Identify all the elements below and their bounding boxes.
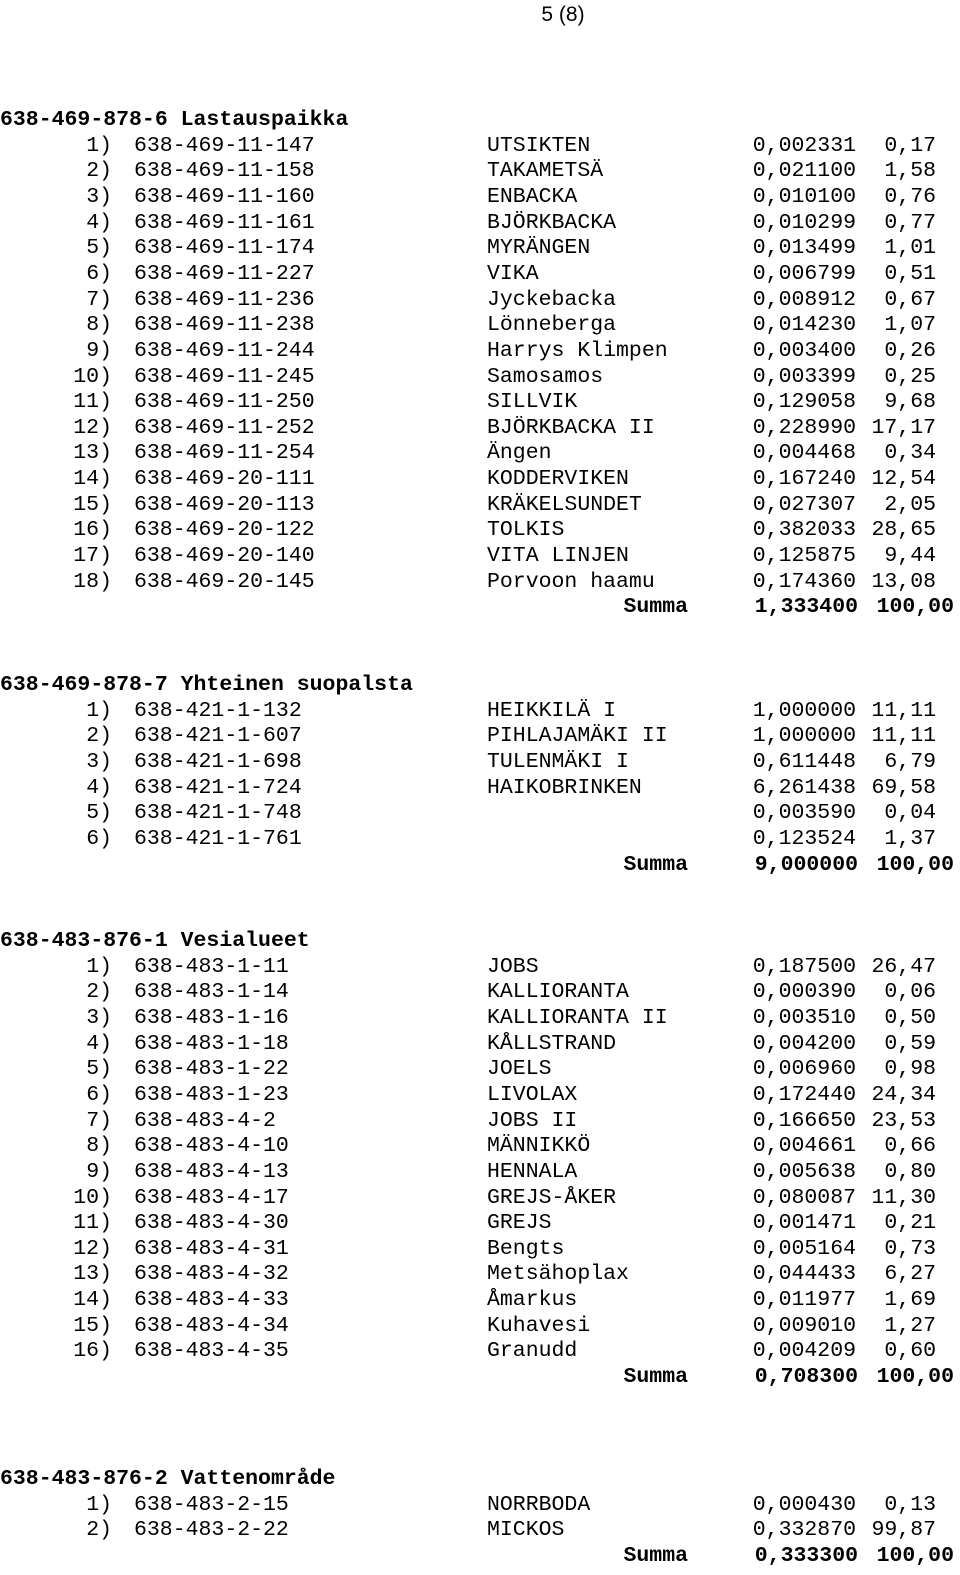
property-id: 638-421-1-132 <box>134 698 302 723</box>
share-percent: 0,50 <box>884 1005 936 1030</box>
property-name: GREJS <box>487 1211 552 1236</box>
share-percent: 0,80 <box>884 1159 936 1184</box>
property-id: 638-469-11-161 <box>134 210 315 235</box>
section-title: 638-469-878-7 Yhteinen suopalsta <box>0 673 413 697</box>
share-percent: 0,73 <box>884 1236 936 1261</box>
row-index: 2) <box>86 724 112 749</box>
property-id: 638-469-20-111 <box>134 467 315 492</box>
property-id: 638-421-1-761 <box>134 826 302 851</box>
property-id: 638-483-4-31 <box>134 1236 289 1261</box>
share-percent: 1,69 <box>884 1288 936 1313</box>
sum-percent: 100,00 <box>876 1543 954 1568</box>
sum-percent: 100,00 <box>876 595 954 620</box>
share-percent: 11,11 <box>871 698 936 723</box>
section-title: 638-469-878-6 Lastauspaikka <box>0 108 349 132</box>
property-name: KRÄKELSUNDET <box>487 492 642 517</box>
table-row <box>0 1160 960 1186</box>
row-index: 7) <box>86 1108 112 1133</box>
table-row <box>0 236 960 262</box>
share-value: 0,003399 <box>752 364 856 389</box>
row-index: 5) <box>86 801 112 826</box>
property-id: 638-469-11-227 <box>134 261 315 286</box>
share-percent: 0,13 <box>884 1492 936 1517</box>
table-row <box>0 1032 960 1058</box>
table-row <box>0 724 960 750</box>
property-id: 638-469-11-244 <box>134 338 315 363</box>
share-value: 0,004200 <box>752 1031 856 1056</box>
property-name: KODDERVIKEN <box>487 467 629 492</box>
property-name: Bengts <box>487 1236 565 1261</box>
row-index: 14) <box>73 1288 112 1313</box>
table-row <box>0 1057 960 1083</box>
share-value: 0,001471 <box>752 1211 856 1236</box>
property-id: 638-469-11-174 <box>134 236 315 261</box>
table-row <box>0 955 960 981</box>
property-name: MÄNNIKKÖ <box>487 1134 591 1159</box>
share-value: 0,003590 <box>752 801 856 826</box>
row-index: 12) <box>73 415 112 440</box>
share-value: 0,006960 <box>752 1057 856 1082</box>
property-id: 638-469-11-147 <box>134 133 315 158</box>
row-index: 10) <box>73 1185 112 1210</box>
table-row <box>0 1518 960 1544</box>
property-name: UTSIKTEN <box>487 133 591 158</box>
property-id: 638-483-4-17 <box>134 1185 289 1210</box>
share-value: 0,123524 <box>752 826 856 851</box>
share-percent: 17,17 <box>871 415 936 440</box>
share-percent: 0,17 <box>884 133 936 158</box>
share-percent: 0,60 <box>884 1339 936 1364</box>
row-index: 7) <box>86 287 112 312</box>
table-row <box>0 699 960 725</box>
property-id: 638-469-11-250 <box>134 390 315 415</box>
row-index: 2) <box>86 1518 112 1543</box>
share-percent: 69,58 <box>871 775 936 800</box>
share-percent: 9,68 <box>884 390 936 415</box>
share-percent: 1,07 <box>884 313 936 338</box>
property-name: MICKOS <box>487 1518 565 1543</box>
property-id: 638-469-11-160 <box>134 184 315 209</box>
share-percent: 0,76 <box>884 184 936 209</box>
share-value: 0,003400 <box>752 338 856 363</box>
table-row <box>0 185 960 211</box>
property-id: 638-483-1-18 <box>134 1031 289 1056</box>
share-percent: 0,04 <box>884 801 936 826</box>
row-index: 10) <box>73 364 112 389</box>
property-name: Harrys Klimpen <box>487 338 668 363</box>
property-id: 638-469-11-245 <box>134 364 315 389</box>
share-percent: 13,08 <box>871 569 936 594</box>
property-id: 638-483-4-32 <box>134 1262 289 1287</box>
share-value: 0,382033 <box>752 518 856 543</box>
property-name: ENBACKA <box>487 184 578 209</box>
row-index: 11) <box>73 1211 112 1236</box>
table-row <box>0 159 960 185</box>
property-name: GREJS-ÅKER <box>487 1185 617 1210</box>
share-value: 0,080087 <box>752 1185 856 1210</box>
row-index: 3) <box>86 1005 112 1030</box>
share-value: 1,000000 <box>752 724 856 749</box>
property-name: Ängen <box>487 441 552 466</box>
share-percent: 1,27 <box>884 1313 936 1338</box>
property-id: 638-483-1-23 <box>134 1082 289 1107</box>
share-value: 6,261438 <box>752 775 856 800</box>
property-id: 638-469-20-122 <box>134 518 315 543</box>
row-index: 5) <box>86 236 112 261</box>
share-percent: 0,51 <box>884 261 936 286</box>
sum-row <box>0 853 960 879</box>
property-name: VIKA <box>487 261 539 286</box>
property-name: Granudd <box>487 1339 578 1364</box>
table-row <box>0 313 960 339</box>
row-index: 13) <box>73 441 112 466</box>
share-percent: 23,53 <box>871 1108 936 1133</box>
share-value: 0,005638 <box>752 1159 856 1184</box>
table-row <box>0 134 960 160</box>
share-value: 0,014230 <box>752 313 856 338</box>
share-value: 0,125875 <box>752 544 856 569</box>
share-value: 0,027307 <box>752 492 856 517</box>
row-index: 17) <box>73 544 112 569</box>
property-name: Porvoon haamu <box>487 569 655 594</box>
property-name: Metsähoplax <box>487 1262 629 1287</box>
share-percent: 0,25 <box>884 364 936 389</box>
share-percent: 0,59 <box>884 1031 936 1056</box>
sum-label: Summa <box>623 1365 688 1390</box>
row-index: 12) <box>73 1236 112 1261</box>
property-name: TULENMÄKI I <box>487 749 629 774</box>
table-row <box>0 441 960 467</box>
table-row <box>0 570 960 596</box>
share-percent: 12,54 <box>871 467 936 492</box>
share-value: 1,000000 <box>752 698 856 723</box>
share-value: 0,174360 <box>752 569 856 594</box>
share-percent: 24,34 <box>871 1082 936 1107</box>
table-row <box>0 776 960 802</box>
sum-row <box>0 1544 960 1570</box>
share-value: 0,332870 <box>752 1518 856 1543</box>
property-id: 638-483-4-33 <box>134 1288 289 1313</box>
property-id: 638-469-20-140 <box>134 544 315 569</box>
share-value: 0,009010 <box>752 1313 856 1338</box>
property-name: BJÖRKBACKA II <box>487 415 655 440</box>
property-name: TAKAMETSÄ <box>487 159 604 184</box>
property-id: 638-483-4-13 <box>134 1159 289 1184</box>
property-id: 638-469-11-158 <box>134 159 315 184</box>
property-id: 638-421-1-607 <box>134 724 302 749</box>
row-index: 8) <box>86 1134 112 1159</box>
property-id: 638-483-1-14 <box>134 980 289 1005</box>
table-row <box>0 1339 960 1365</box>
share-percent: 99,87 <box>871 1518 936 1543</box>
property-id: 638-469-20-145 <box>134 569 315 594</box>
share-value: 0,044433 <box>752 1262 856 1287</box>
share-value: 0,000430 <box>752 1492 856 1517</box>
row-index: 1) <box>86 133 112 158</box>
property-id: 638-483-1-22 <box>134 1057 289 1082</box>
row-index: 4) <box>86 1031 112 1056</box>
property-name: KALLIORANTA <box>487 980 629 1005</box>
table-row <box>0 339 960 365</box>
share-value: 0,187500 <box>752 954 856 979</box>
property-id: 638-421-1-698 <box>134 749 302 774</box>
row-index: 16) <box>73 518 112 543</box>
share-value: 0,002331 <box>752 133 856 158</box>
share-percent: 9,44 <box>884 544 936 569</box>
share-value: 0,611448 <box>752 749 856 774</box>
row-index: 13) <box>73 1262 112 1287</box>
table-row <box>0 1314 960 1340</box>
share-percent: 26,47 <box>871 954 936 979</box>
table-row <box>0 1186 960 1212</box>
row-index: 3) <box>86 749 112 774</box>
table-row <box>0 1237 960 1263</box>
table-row <box>0 827 960 853</box>
row-index: 2) <box>86 980 112 1005</box>
property-id: 638-469-11-254 <box>134 441 315 466</box>
property-name: Jyckebacka <box>487 287 617 312</box>
table-row <box>0 390 960 416</box>
share-percent: 6,27 <box>884 1262 936 1287</box>
property-name: SILLVIK <box>487 390 578 415</box>
table-row <box>0 1262 960 1288</box>
property-name: HEIKKILÄ I <box>487 698 617 723</box>
share-percent: 0,66 <box>884 1134 936 1159</box>
table-row <box>0 801 960 827</box>
row-index: 9) <box>86 338 112 363</box>
property-id: 638-421-1-748 <box>134 801 302 826</box>
property-name: JOBS <box>487 954 539 979</box>
section-title: 638-483-876-1 Vesialueet <box>0 929 310 953</box>
row-index: 1) <box>86 954 112 979</box>
share-percent: 0,21 <box>884 1211 936 1236</box>
share-percent: 0,67 <box>884 287 936 312</box>
table-row <box>0 288 960 314</box>
property-name: JOBS II <box>487 1108 578 1133</box>
share-percent: 6,79 <box>884 749 936 774</box>
table-row <box>0 262 960 288</box>
table-row <box>0 1493 960 1519</box>
property-name: Åmarkus <box>487 1288 578 1313</box>
share-value: 0,004468 <box>752 441 856 466</box>
sum-share-value: 9,000000 <box>754 852 858 877</box>
sum-percent: 100,00 <box>876 1365 954 1390</box>
share-value: 0,166650 <box>752 1108 856 1133</box>
row-index: 2) <box>86 159 112 184</box>
share-percent: 1,37 <box>884 826 936 851</box>
share-value: 0,013499 <box>752 236 856 261</box>
property-name: BJÖRKBACKA <box>487 210 617 235</box>
share-value: 0,010299 <box>752 210 856 235</box>
property-name: VITA LINJEN <box>487 544 629 569</box>
table-row <box>0 544 960 570</box>
share-value: 0,005164 <box>752 1236 856 1261</box>
share-percent: 11,11 <box>871 724 936 749</box>
table-row <box>0 467 960 493</box>
share-value: 0,011977 <box>752 1288 856 1313</box>
property-name: JOELS <box>487 1057 552 1082</box>
row-index: 11) <box>73 390 112 415</box>
property-name: MYRÄNGEN <box>487 236 591 261</box>
row-index: 6) <box>86 261 112 286</box>
table-row <box>0 416 960 442</box>
table-row <box>0 1006 960 1032</box>
sum-share-value: 1,333400 <box>754 595 858 620</box>
property-id: 638-483-2-15 <box>134 1492 289 1517</box>
share-percent: 1,01 <box>884 236 936 261</box>
property-id: 638-483-4-30 <box>134 1211 289 1236</box>
table-row <box>0 750 960 776</box>
row-index: 18) <box>73 569 112 594</box>
table-row <box>0 211 960 237</box>
share-percent: 28,65 <box>871 518 936 543</box>
sum-share-value: 0,333300 <box>754 1543 858 1568</box>
share-value: 0,010100 <box>752 184 856 209</box>
table-row <box>0 493 960 519</box>
row-index: 6) <box>86 1082 112 1107</box>
property-name: NORRBODA <box>487 1492 591 1517</box>
share-percent: 1,58 <box>884 159 936 184</box>
property-id: 638-483-4-10 <box>134 1134 289 1159</box>
property-id: 638-469-11-238 <box>134 313 315 338</box>
share-percent: 0,26 <box>884 338 936 363</box>
share-value: 0,228990 <box>752 415 856 440</box>
share-value: 0,008912 <box>752 287 856 312</box>
property-id: 638-483-2-22 <box>134 1518 289 1543</box>
sum-percent: 100,00 <box>876 852 954 877</box>
share-value: 0,006799 <box>752 261 856 286</box>
property-id: 638-483-4-2 <box>134 1108 276 1133</box>
sum-label: Summa <box>623 852 688 877</box>
row-index: 4) <box>86 775 112 800</box>
share-value: 0,004209 <box>752 1339 856 1364</box>
property-name: HENNALA <box>487 1159 578 1184</box>
property-name: PIHLAJAMÄKI II <box>487 724 668 749</box>
property-id: 638-483-1-11 <box>134 954 289 979</box>
property-name: HAIKOBRINKEN <box>487 775 642 800</box>
row-index: 6) <box>86 826 112 851</box>
property-id: 638-483-1-16 <box>134 1005 289 1030</box>
property-id: 638-469-20-113 <box>134 492 315 517</box>
row-index: 16) <box>73 1339 112 1364</box>
share-value: 0,129058 <box>752 390 856 415</box>
share-value: 0,021100 <box>752 159 856 184</box>
property-name: Lönneberga <box>487 313 617 338</box>
sum-label: Summa <box>623 1543 688 1568</box>
share-percent: 11,30 <box>871 1185 936 1210</box>
share-value: 0,167240 <box>752 467 856 492</box>
property-name: TOLKIS <box>487 518 565 543</box>
sum-share-value: 0,708300 <box>754 1365 858 1390</box>
table-row <box>0 365 960 391</box>
section-title: 638-483-876-2 Vattenområde <box>0 1467 336 1491</box>
share-value: 0,000390 <box>752 980 856 1005</box>
share-percent: 0,77 <box>884 210 936 235</box>
table-row <box>0 518 960 544</box>
table-row <box>0 1288 960 1314</box>
property-name: LIVOLAX <box>487 1082 578 1107</box>
share-percent: 0,06 <box>884 980 936 1005</box>
row-index: 1) <box>86 698 112 723</box>
sum-row <box>0 1365 960 1391</box>
share-value: 0,003510 <box>752 1005 856 1030</box>
property-id: 638-469-11-236 <box>134 287 315 312</box>
table-row <box>0 1211 960 1237</box>
property-name: KALLIORANTA II <box>487 1005 668 1030</box>
share-value: 0,172440 <box>752 1082 856 1107</box>
sum-row <box>0 595 960 621</box>
row-index: 5) <box>86 1057 112 1082</box>
share-percent: 0,34 <box>884 441 936 466</box>
page-number: 5 (8) <box>541 3 585 26</box>
table-row <box>0 1109 960 1135</box>
property-name: Kuhavesi <box>487 1313 591 1338</box>
table-row <box>0 1083 960 1109</box>
row-index: 14) <box>73 467 112 492</box>
share-percent: 2,05 <box>884 492 936 517</box>
table-row <box>0 980 960 1006</box>
row-index: 8) <box>86 313 112 338</box>
row-index: 1) <box>86 1492 112 1517</box>
share-value: 0,004661 <box>752 1134 856 1159</box>
property-id: 638-421-1-724 <box>134 775 302 800</box>
property-id: 638-483-4-34 <box>134 1313 289 1338</box>
row-index: 15) <box>73 1313 112 1338</box>
property-name: KÅLLSTRAND <box>487 1031 617 1056</box>
share-percent: 0,98 <box>884 1057 936 1082</box>
sum-label: Summa <box>623 595 688 620</box>
row-index: 3) <box>86 184 112 209</box>
row-index: 4) <box>86 210 112 235</box>
property-id: 638-469-11-252 <box>134 415 315 440</box>
property-id: 638-483-4-35 <box>134 1339 289 1364</box>
property-name: Samosamos <box>487 364 604 389</box>
row-index: 9) <box>86 1159 112 1184</box>
row-index: 15) <box>73 492 112 517</box>
table-row <box>0 1134 960 1160</box>
